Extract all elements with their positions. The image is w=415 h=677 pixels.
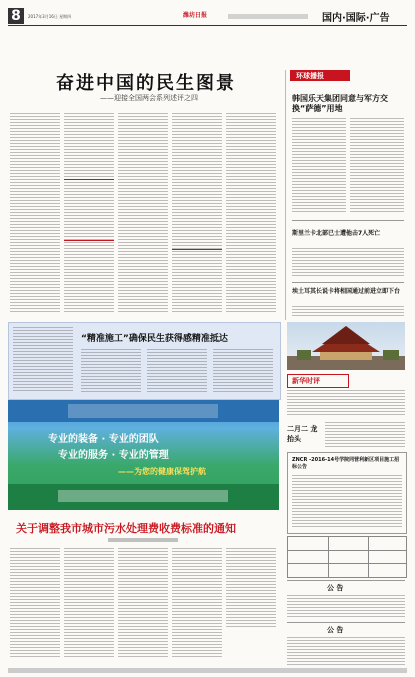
pullquote-box bbox=[64, 179, 114, 241]
story1-title: 韩国乐天集团同意与军方交换“萨德”用地 bbox=[292, 94, 388, 113]
pullquote-box-2 bbox=[172, 249, 222, 305]
divider-2 bbox=[292, 282, 404, 283]
column-tag: 环球播报 bbox=[296, 72, 324, 80]
landmark-photo bbox=[287, 322, 405, 370]
table-rule-1 bbox=[288, 550, 406, 551]
xinhua-tag-box bbox=[287, 374, 349, 388]
paper-name: 潍坊日报 bbox=[183, 12, 208, 19]
ad-line2: 专业的服务 · 专业的管理 bbox=[58, 450, 169, 461]
temple-image bbox=[287, 322, 405, 370]
notice-1-title: 公 告 bbox=[327, 584, 344, 592]
mid-article-title: “精准施工”确保民生获得感精准抵达 bbox=[81, 334, 228, 344]
story2-title: 斯里兰卡北部已士遭他击7人死亡 bbox=[292, 230, 381, 237]
mid-article bbox=[8, 322, 281, 400]
tender-notice-title: ZNCR -2016-14号学院同营利新区项目施工招标公告 bbox=[292, 457, 400, 470]
story3-title: 埃土耳其长说卡将相国通过前进立即下台 bbox=[292, 288, 401, 295]
notice-col-5 bbox=[226, 548, 276, 628]
mid-col-left bbox=[13, 327, 73, 393]
header-meta bbox=[228, 14, 308, 19]
feature-col-1 bbox=[10, 113, 60, 313]
page-number: 8 bbox=[8, 8, 24, 24]
photo-caption-body bbox=[325, 422, 405, 448]
section-label: 国内·国际·广告 bbox=[322, 13, 390, 24]
notice-col-3 bbox=[118, 548, 168, 658]
feature-subheadline: ——迎接全国两会系列述评之四 bbox=[100, 94, 198, 102]
ad-footer-text bbox=[58, 490, 228, 502]
tender-notice-body bbox=[292, 475, 402, 529]
xinhua-body bbox=[287, 390, 405, 416]
notice-2 bbox=[287, 622, 405, 667]
mid-col-3 bbox=[213, 349, 273, 393]
table-rule-v2 bbox=[368, 537, 369, 577]
feature-col-3 bbox=[118, 113, 168, 313]
story1-body-b bbox=[350, 118, 404, 213]
ad-logo-text bbox=[68, 404, 218, 418]
notice-title: 关于调整我市城市污水处理费收费标准的通知 bbox=[16, 522, 236, 535]
footer-strip bbox=[8, 668, 407, 673]
tender-notice bbox=[287, 452, 407, 534]
feature-block bbox=[8, 29, 279, 319]
sidebar bbox=[285, 70, 408, 320]
story1-body-a bbox=[292, 118, 346, 213]
ad-line1: 专业的装备 · 专业的团队 bbox=[48, 434, 159, 445]
table-rule-2 bbox=[288, 563, 406, 564]
masthead bbox=[8, 8, 407, 26]
story3-body bbox=[292, 306, 404, 318]
feature-col-5 bbox=[226, 113, 276, 313]
mid-col-1 bbox=[81, 349, 141, 393]
divider-1 bbox=[292, 220, 404, 221]
notice-col-2 bbox=[64, 548, 114, 658]
notice-subtitle bbox=[108, 538, 178, 542]
water-fee-notice bbox=[8, 516, 279, 666]
date-line: 2017年3月16日 星期四 bbox=[28, 14, 72, 19]
photo-caption-title: 二月二 龙抬头 bbox=[287, 425, 318, 443]
notice-2-title: 公 告 bbox=[327, 626, 344, 634]
photo-caption bbox=[287, 420, 405, 450]
feature-headline: 奋进中国的民生图景 bbox=[56, 73, 236, 94]
fee-table bbox=[287, 536, 407, 578]
mid-col-2 bbox=[147, 349, 207, 393]
notice-2-body bbox=[287, 637, 405, 665]
notice-col-1 bbox=[10, 548, 60, 658]
table-rule-v1 bbox=[328, 537, 329, 577]
notice-col-4 bbox=[172, 548, 222, 658]
health-ad bbox=[8, 400, 279, 510]
notice-1 bbox=[287, 580, 405, 621]
xinhua-tag: 新华时评 bbox=[292, 377, 320, 385]
story2-body bbox=[292, 248, 404, 278]
notice-1-body bbox=[287, 595, 405, 619]
ad-slogan: ——为您的健康保驾护航 bbox=[118, 467, 206, 476]
